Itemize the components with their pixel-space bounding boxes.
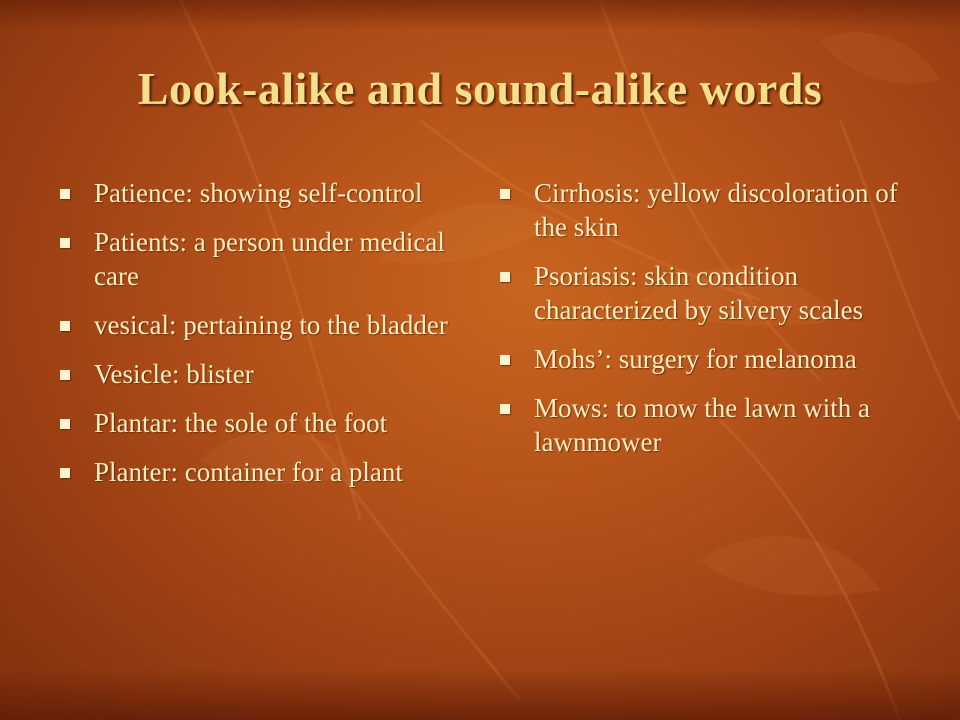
list-item — [60, 308, 460, 342]
square-bullet-icon — [60, 419, 70, 429]
list-item-text: Psoriasis: skin condition characterized by silvery scales — [534, 261, 864, 325]
list-item — [60, 455, 460, 489]
list-item — [60, 406, 460, 440]
square-bullet-icon — [60, 238, 70, 248]
list-item — [60, 176, 460, 210]
list-item — [60, 225, 460, 293]
square-bullet-icon — [60, 321, 70, 331]
list-item-text: Mohs’: surgery for melanoma — [534, 344, 857, 374]
square-bullet-icon — [500, 189, 510, 199]
square-bullet-icon — [60, 370, 70, 380]
square-bullet-icon — [60, 468, 70, 478]
list-item — [500, 176, 920, 244]
list-item-text: Planter: container for a plant — [94, 457, 403, 487]
list-item-text: Vesicle: blister — [94, 359, 254, 389]
list-item-text: Patience: showing self-control — [94, 178, 423, 208]
list-item-text: Mows: to mow the lawn with a lawnmower — [534, 393, 870, 457]
square-bullet-icon — [500, 355, 510, 365]
list-item — [500, 342, 920, 376]
list-item-text: Plantar: the sole of the foot — [94, 408, 388, 438]
right-bullet-list — [500, 176, 920, 474]
slide-title: Look-alike and sound-alike words — [137, 63, 823, 114]
bottom-shade — [0, 668, 960, 720]
list-item — [500, 259, 920, 327]
list-item-text: Cirrhosis: yellow discoloration of the skin — [534, 178, 898, 242]
list-item-text: vesical: pertaining to the bladder — [94, 310, 448, 340]
square-bullet-icon — [60, 189, 70, 199]
list-item — [60, 357, 460, 391]
square-bullet-icon — [500, 404, 510, 414]
list-item-text: Patients: a person under medical care — [94, 227, 445, 291]
list-item — [500, 391, 920, 459]
square-bullet-icon — [500, 272, 510, 282]
top-shade — [0, 0, 960, 30]
left-bullet-list — [60, 176, 460, 504]
